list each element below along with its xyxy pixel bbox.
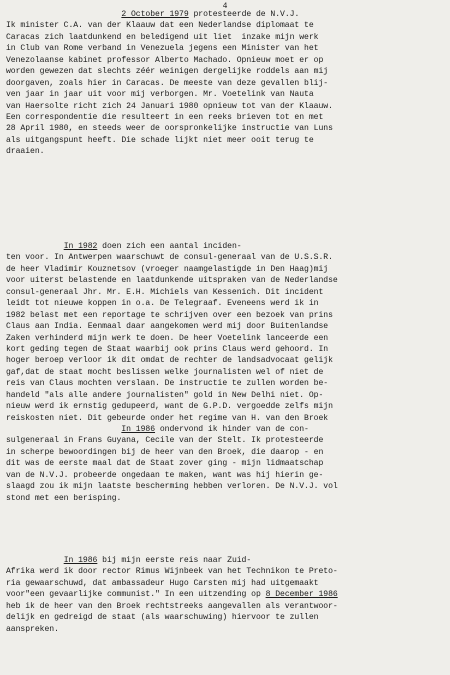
text-segment: Zaken verhinderd mijn werk te doen. De heer Voetelink lanceerde een bbox=[6, 333, 329, 343]
text-line bbox=[6, 447, 448, 458]
text-line bbox=[6, 78, 448, 89]
text-line bbox=[6, 470, 448, 481]
underlined-date: 2 October 1979 bbox=[121, 10, 189, 19]
text-segment: Venezolaanse kabinet professor Alberto Machado. Opnieuw moet er op bbox=[6, 55, 324, 65]
text-line bbox=[6, 401, 448, 412]
text-line bbox=[6, 287, 448, 298]
text-line bbox=[6, 146, 448, 157]
text-segment: 1982 belast met een reportage te schrijven over een bezoek van prins bbox=[6, 310, 333, 320]
text-segment bbox=[6, 10, 121, 19]
text-segment bbox=[6, 425, 121, 434]
text-line bbox=[6, 55, 448, 66]
text-line bbox=[6, 275, 448, 286]
text-line bbox=[6, 333, 448, 344]
text-line bbox=[6, 135, 448, 146]
text-segment: draaien. bbox=[6, 147, 45, 157]
text-segment: ondervond ik hinder van de con- bbox=[155, 425, 309, 434]
text-line bbox=[6, 566, 448, 577]
text-segment: hoger beroep verloor ik dit omdat de rechter de landsadvocaat gelijk bbox=[6, 356, 333, 366]
text-segment: van de N.V.J. probeerde ongedaan te maken, want was hij hierin ge- bbox=[6, 470, 324, 480]
underlined-date: In 1986 bbox=[121, 425, 156, 434]
text-segment: als uitgangspunt heeft. Die schade lijkt niet meer ooit terug te bbox=[6, 135, 314, 145]
text-segment: Ik minister C.A. van der Klaauw dat een Nederlandse diplomaat te bbox=[6, 21, 314, 31]
text-line bbox=[6, 589, 448, 600]
text-segment: worden gewezen dat slechts zéér weinigen dergelijke roddels aan mij bbox=[6, 67, 329, 77]
text-segment: sulgeneraal in Frans Guyana, Cecile van der Stelt. Ik protesteerde bbox=[6, 436, 324, 446]
text-line bbox=[6, 344, 448, 355]
paragraph-south-africa bbox=[6, 555, 448, 635]
text-line bbox=[6, 612, 448, 623]
text-segment: doorgaven, zoals hier in Caracas. De meeste van deze gevallen blij- bbox=[6, 78, 329, 88]
text-segment: consul-generaal Jhr. Mr. E.H. Michiels van Kessenich. Dit incident bbox=[6, 287, 324, 297]
text-segment: ten voor. In Antwerpen waarschuwt de consul-generaal van de U.S.S.R. bbox=[6, 253, 333, 263]
underlined-date: In 1986 bbox=[63, 556, 98, 565]
paragraph-1982-1986 bbox=[6, 241, 448, 504]
text-segment: leidt tot nieuwe koppen in o.a. De Telegraaf. Eveneens werd ik in bbox=[6, 299, 319, 309]
text-segment: van Haersolte richt zich 24 Januari 1980 opnieuw tot van der Klaauw. bbox=[6, 101, 333, 111]
text-line bbox=[6, 424, 448, 435]
text-segment: in Club van Rome verband in Venezuela jegens een Minister van het bbox=[6, 44, 319, 54]
text-line bbox=[6, 555, 448, 566]
text-segment: 28 April 1980, en steeds weer de oorspronkelijke instructie van Luns bbox=[6, 124, 333, 134]
text-segment: Een correspondentie die resulteert in een reeks brieven tot en met bbox=[6, 112, 324, 122]
text-segment: ven jaar in jaar uit voor mij verborgen. Mr. Voetelink van Nauta bbox=[6, 90, 314, 100]
text-line bbox=[6, 252, 448, 263]
text-line bbox=[6, 101, 448, 112]
text-line bbox=[6, 413, 448, 424]
text-segment: heb ik de heer van den Broek rechtstreeks aangevallen als verantwoor- bbox=[6, 601, 338, 611]
page-number: 4 bbox=[222, 2, 228, 11]
text-segment: doen zich een aantal inciden- bbox=[97, 242, 242, 251]
underlined-date: In 1982 bbox=[63, 242, 98, 251]
text-segment: reiskosten niet. Dit gebeurde onder het regime van H. van den Broek bbox=[6, 413, 329, 423]
text-segment: Afrika werd ik door rector Rimus Wijnbeek van het Technikon te Preto- bbox=[6, 567, 338, 577]
paragraph-1979 bbox=[6, 9, 448, 158]
text-segment: ria gewaarschuwd, dat ambassadeur Hugo Carsten mij had uitgemaakt bbox=[6, 578, 319, 588]
text-line bbox=[6, 32, 448, 43]
text-segment: in scherpe bewoordingen bij de heer van den Broek, die daarop - en bbox=[6, 447, 324, 457]
text-segment: slaagd zou ik mijn laatste bescherming hebben verloren. De N.V.J. vol bbox=[6, 482, 338, 492]
text-line bbox=[6, 624, 448, 635]
text-line bbox=[6, 89, 448, 100]
text-line bbox=[6, 367, 448, 378]
text-line bbox=[6, 241, 448, 252]
text-segment: nieuw werd ik ernstig gedupeerd, want de G.P.D. vergoedde zelfs mijn bbox=[6, 402, 333, 412]
text-line bbox=[6, 123, 448, 134]
text-line bbox=[6, 378, 448, 389]
text-segment: gaf,dat de staat mocht beslissen welke journalisten wel of niet de bbox=[6, 367, 324, 377]
text-segment: aanspreken. bbox=[6, 624, 59, 634]
text-line bbox=[6, 458, 448, 469]
text-line bbox=[6, 321, 448, 332]
text-line bbox=[6, 601, 448, 612]
text-segment bbox=[6, 556, 64, 565]
text-segment: handeld "als alle andere journalisten" gold in New Delhi niet. Op- bbox=[6, 390, 324, 400]
text-line bbox=[6, 66, 448, 77]
text-segment: Claus aan India. Eenmaal daar aangekomen werd mij door Buitenlandse bbox=[6, 322, 329, 332]
text-segment: protesteerde de N.V.J. bbox=[188, 10, 300, 19]
text-segment: kort geding tegen de Staat waarbij ook prins Claus werd gehoord. In bbox=[6, 344, 329, 354]
text-segment: bij mijn eerste reis naar Zuid- bbox=[97, 556, 252, 565]
text-segment: reis van Claus mochten verslaan. De instructie te zullen worden be- bbox=[6, 379, 329, 389]
text-segment: dit was de eerste maal dat de Staat zover ging - mijn lidmaatschap bbox=[6, 459, 324, 469]
text-segment bbox=[6, 242, 64, 251]
text-segment: stond met een berisping. bbox=[6, 493, 122, 503]
text-line bbox=[6, 578, 448, 589]
text-line bbox=[6, 390, 448, 401]
text-line bbox=[6, 493, 448, 504]
underlined-date: 8 December 1986 bbox=[265, 590, 338, 600]
text-line bbox=[6, 435, 448, 446]
text-line bbox=[6, 298, 448, 309]
text-segment: de heer Vladimir Kouznetsov (vroeger naamgelastigde in Den Haag)mij bbox=[6, 264, 329, 274]
text-line bbox=[6, 112, 448, 123]
text-line bbox=[6, 20, 448, 31]
text-line bbox=[6, 355, 448, 366]
text-line bbox=[6, 9, 448, 20]
text-line bbox=[6, 481, 448, 492]
text-line bbox=[6, 43, 448, 54]
text-segment: voor uiterst belastende en laatdunkende uitspraken van de Nederlandse bbox=[6, 276, 338, 286]
text-segment: Caracas zich laatdunkend en beledigend uit liet inzake mijn werk bbox=[6, 32, 319, 42]
text-segment: delijk en gedreigd de staat (als waarschuwing) hiervoor te zullen bbox=[6, 613, 319, 623]
text-line bbox=[6, 264, 448, 275]
text-segment: voor"een gevaarlijke communist." In een uitzending op bbox=[6, 590, 266, 600]
text-line bbox=[6, 310, 448, 321]
